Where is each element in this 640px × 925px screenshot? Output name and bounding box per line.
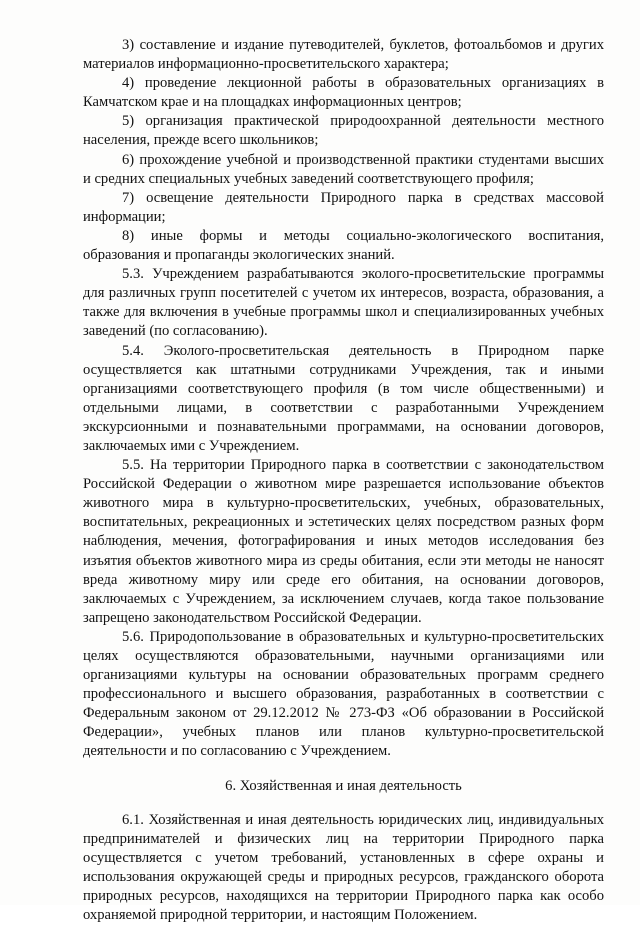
paragraph-item-8: 8) иные формы и методы социально-экологического воспитания, образования и пропаганды экологических знаний. [83, 227, 604, 264]
paragraph-5-5: 5.5. На территории Природного парка в соответствии с законодательством Российской Федерации о животном мире разрешается использование объектов животного мира в культурно-просветительских, учебных, образовательных, воспитательных, рекреационных и эстетических целях посредством разных форм наблюдения, мечения, фотографирования и иных методов исследования без изъятия объектов животного мира из среды обитания, если эти методы не наносят вреда животному миру или среде его обитания, на основании договоров, заключаемых с Учреждением, за исключением случаев, когда такое пользование запрещено законодательством Российской Федерации. [83, 457, 604, 626]
paragraph-item-6: 6) прохождение учебной и производственной практики студентами высших и средних специальных учебных заведений соответствующего профиля; [83, 151, 604, 187]
document-body [83, 36, 604, 925]
paragraph-item-3: 3) составление и издание путеводителей, буклетов, фотоальбомов и других материалов информационно-просветительского характера; [83, 37, 604, 73]
paragraph-5-6: 5.6. Природопользование в образовательных и культурно-просветительских целях осуществляются образовательными, научными организациями или организациями культуры на основании образовательных программ среднего профессионального и высшего образования, разработанных в соответствии с Федеральным законом от 29.12.2012 № 273-ФЗ «Об образовании в Российской Федерации», учебных планов или планов культурно-просветительской деятельности и по согласованию с Учреждением. [83, 628, 604, 760]
paragraph-item-4: 4) проведение лекционной работы в образовательных организациях в Камчатском крае и на площадках информационных центров; [83, 75, 604, 111]
paragraph-5-4: 5.4. Эколого-просветительская деятельность в Природном парке осуществляется как штатными сотрудниками Учреждения, так и иными организациями соответствующего профиля (в том числе общественными) и отдельными лицами, в соответствии с разработанными Учреждением экскурсионными и познавательными программами, на основании договоров, заключаемых ими с Учреждением. [83, 342, 604, 454]
paragraph-5-3: 5.3. Учреждением разрабатываются эколого-просветительские программы для различных групп посетителей с учетом их интересов, возраста, образования, а также для включения в учебные программы школ и специализированных учебных заведений (по согласованию). [83, 266, 604, 340]
paragraph-item-5: 5) организация практической природоохранной деятельности местного населения, прежде всего школьников; [83, 113, 604, 149]
section-heading: 6. Хозяйственная и иная деятельность [225, 777, 462, 794]
paragraph-6-1: 6.1. Хозяйственная и иная деятельность юридических лиц, индивидуальных предпринимателей и физических лиц на территории Природного парка осуществляется с учетом требований, установленных в сфере охраны и использования окружающей среды и природных ресурсов, гражданского оборота природных ресурсов, находящихся на территории Природного парка как особо охраняемой природной территории, и настоящим Положением. [83, 811, 604, 924]
paragraph-item-7: 7) освещение деятельности Природного парка в средствах массовой информации; [83, 189, 604, 225]
